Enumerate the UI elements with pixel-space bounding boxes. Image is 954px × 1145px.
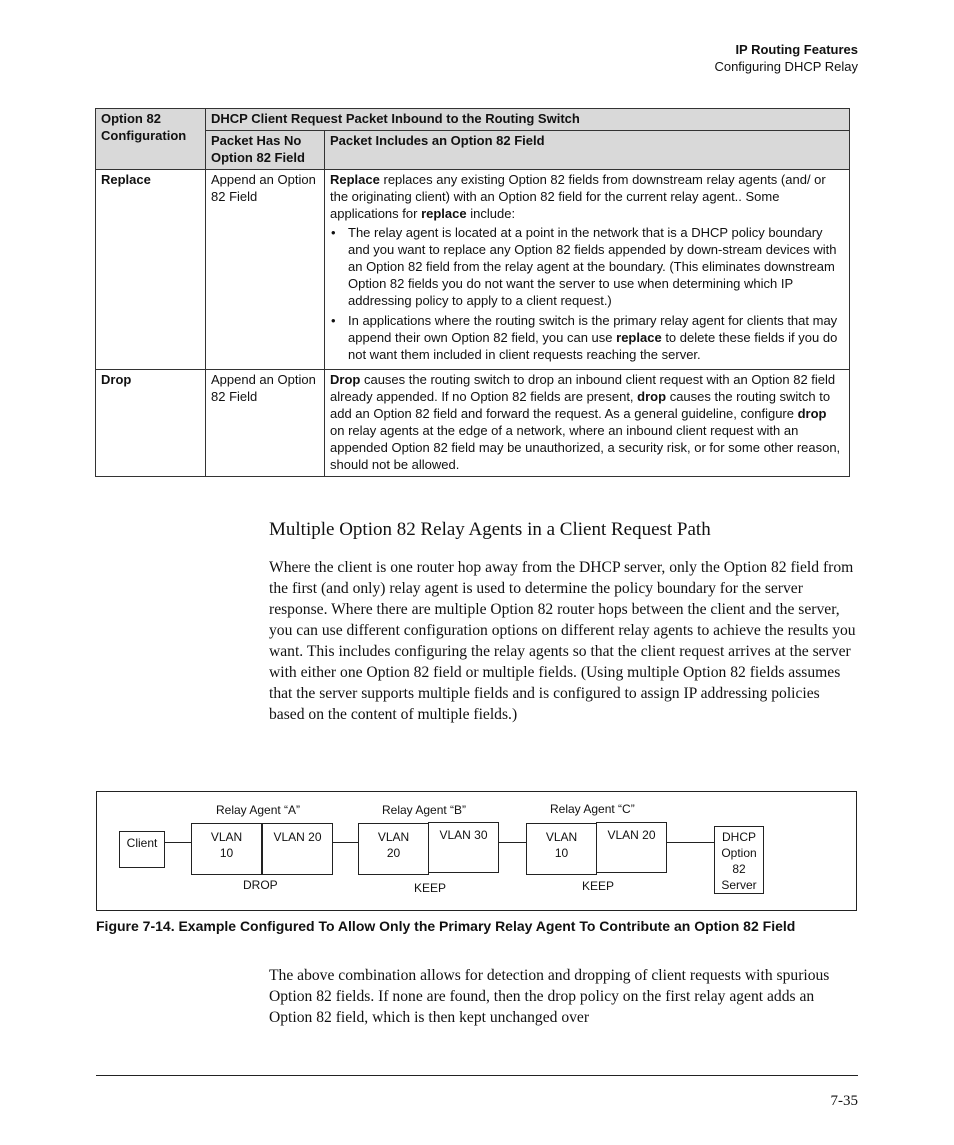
drop-text-2: causes the routing switch to add an Option 82 field and forward the request. As a general guideline, configure	[330, 389, 831, 421]
section-title-header: Configuring DHCP Relay	[714, 59, 858, 74]
agent-c-policy: KEEP	[582, 879, 615, 893]
drop-bold-3: drop	[797, 406, 827, 421]
table-row-drop	[96, 370, 850, 477]
bullet-text: to delete these fields if you do not want them included in client requests reaching the server.	[348, 330, 838, 362]
bullet-item: • The relay agent is located at a point in the network that is a DHCP policy boundary and you want to replace any Option 82 fields appended by down-stream devices with an Option 82 field from the relay agent at the boundary. (This eliminates downstream Option 82 fields you do not want the server to use when determining which IP addressing policy to apply to a client request.)	[348, 224, 844, 309]
row-config-drop: Drop	[96, 370, 206, 477]
drop-bold: Drop	[330, 372, 361, 387]
col-header-no-option: Packet Has No Option 82 Field	[206, 131, 325, 170]
footer-rule	[96, 1075, 858, 1076]
bullet-item	[348, 312, 844, 363]
replace-intro: replaces any existing Option 82 fields from downstream relay agents (and/ or the originating client) with an Option 82 field for the current relay agent.. Some applications for	[330, 172, 826, 221]
relay-agent-b-label: Relay Agent “B”	[382, 803, 467, 817]
dhcp-server-box: DHCP Option 82 Server	[714, 826, 764, 894]
connector-line	[332, 842, 359, 843]
drop-bold-2: drop	[637, 389, 667, 404]
agent-c-vlan-right: VLAN 20	[596, 822, 667, 873]
row-no-option-replace: Append an Option 82 Field	[206, 170, 325, 370]
relay-agent-c-label: Relay Agent “C”	[550, 802, 635, 816]
replace-intro-2: include:	[470, 206, 516, 221]
table-header-row	[96, 109, 850, 131]
page-number: 7-35	[830, 1093, 858, 1109]
figure-caption: Figure 7-14. Example Configured To Allow Only the Primary Relay Agent To Contribute an Option 82 Field	[96, 918, 796, 934]
agent-a-vlan-left: VLAN 10	[191, 823, 262, 875]
agent-b-vlan-left: VLAN 20	[358, 823, 429, 875]
body-paragraph-1: Where the client is one router hop away from the DHCP server, only the Option 82 field from the first (and only) relay agent is used to determine the policy boundary for the server response. Where there are multiple Option 82 router hops between the client and the server, you can use different configuration options on different relay agents to achieve the results you want. This includes configuring the relay agents so that the client request arrives at the server with either one Option 82 field or multiple fields. (Using multiple Option 82 fields assumes that the server supports multiple fields and is configured to assign IP addressing policies based on the content of multiple fields.)	[269, 559, 856, 723]
connector-line	[667, 842, 714, 843]
bullet-text: In applications where the routing switch is the primary relay agent for clients that may append their own Option 82 field, you can use	[348, 313, 838, 345]
row-config-replace: Replace	[96, 170, 206, 370]
agent-c-vlan-left: VLAN 10	[526, 823, 597, 875]
agent-a-policy: DROP	[243, 878, 278, 892]
body-paragraph-2: The above combination allows for detection and dropping of client requests with spurious Option 82 fields. If none are found, then the drop policy on the first relay agent adds an Option 82 field, which is then kept unchanged over	[269, 967, 830, 1026]
running-header	[714, 41, 858, 75]
agent-a-vlan-right: VLAN 20	[262, 823, 333, 875]
relay-agent-a-label: Relay Agent “A”	[216, 803, 301, 817]
drop-text: causes the routing switch to drop an inbound client request with an Option 82 field already appended. If no Option 82 fields are present,	[330, 372, 836, 404]
option82-table	[95, 108, 850, 477]
relay-agent-diagram	[96, 791, 857, 911]
chapter-title: IP Routing Features	[735, 42, 858, 57]
agent-b-policy: KEEP	[414, 881, 447, 895]
connector-line	[499, 842, 527, 843]
replace-bold-2: replace	[421, 206, 467, 221]
table-subheader-row	[96, 131, 850, 170]
table-row-replace	[96, 170, 850, 370]
bullet-bold: replace	[616, 330, 662, 345]
agent-b-vlan-right: VLAN 30	[428, 822, 499, 873]
replace-bold: Replace	[330, 172, 380, 187]
section-heading: Multiple Option 82 Relay Agents in a Client Request Path	[269, 519, 711, 540]
row-no-option-drop: Append an Option 82 Field	[206, 370, 325, 477]
row-desc-drop	[325, 370, 850, 477]
row-desc-replace	[325, 170, 850, 370]
col-header-includes-option: Packet Includes an Option 82 Field	[325, 131, 850, 170]
col-header-config: Option 82 Configuration	[96, 109, 206, 170]
drop-text-3: on relay agents at the edge of a network, where an inbound client request with an appended Option 82 field may be unauthorized, a security risk, or for some other reason, should not be allowed.	[330, 423, 841, 472]
connector-line	[164, 842, 192, 843]
replace-bullets	[330, 224, 844, 363]
group-header: DHCP Client Request Packet Inbound to the Routing Switch	[206, 109, 850, 131]
client-box: Client	[119, 831, 165, 868]
